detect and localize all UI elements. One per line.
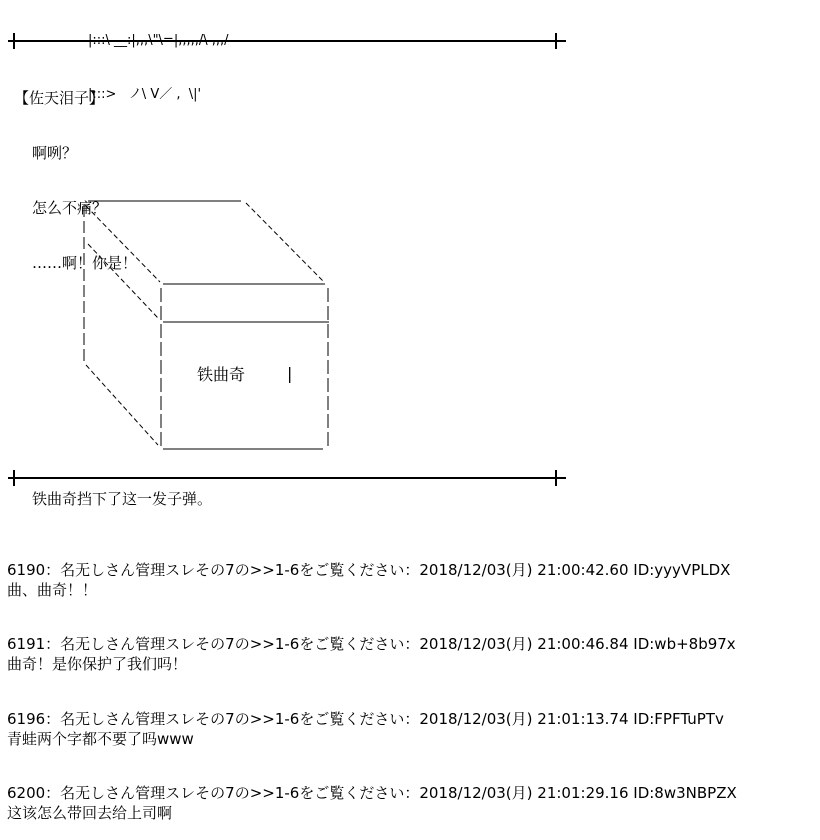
speaker-name: 【佐天泪子】 [14,89,105,107]
box-cursor: | [287,364,293,383]
post-header: 6191：名无しさん管理スレその7の>>1-6をご覧ください：2018/12/03(月) 21:00:46.84 ID:wb+8b97x [7,635,736,653]
caption-text: 铁曲奇挡下了这一发子弹。 [32,490,213,508]
post-header: 6196：名无しさん管理スレその7の>>1-6をご覧ください：2018/12/03(月) 21:01:13.74 ID:FPFTuPTv [7,710,724,728]
post-body: 青蛙两个字都不要了吗www [7,730,194,748]
post-body: 曲奇！是你保护了我们吗！ [7,655,188,673]
post-body: 这该怎么带回去给上司啊 [7,804,173,822]
post-body: 曲、曲奇！！ [7,581,98,599]
post-header: 6200：名无しさん管理スレその7の>>1-6をご覧ください：2018/12/03(月) 21:01:29.16 ID:8w3NBPZX [7,784,737,802]
divider-bottom [8,477,566,479]
dialog-line: ……啊！你是！ [32,254,138,272]
divider-tick [13,470,15,486]
ascii-art-line: |:::> ノ\ V／ , \|' [88,87,202,102]
dialog-line: 怎么不痛？ [32,199,108,217]
ascii-art-line: |:::\ __:|,,,\"\=|,,,,,/\ ,,,/ [88,33,229,48]
divider-tick [555,470,557,486]
dialog-line: 啊咧？ [32,144,78,162]
box-label: 铁曲奇 [197,365,246,384]
post-header: 6190：名无しさん管理スレその7の>>1-6をご覧ください：2018/12/03(月) 21:00:42.60 ID:yyyVPLDX [7,561,731,579]
